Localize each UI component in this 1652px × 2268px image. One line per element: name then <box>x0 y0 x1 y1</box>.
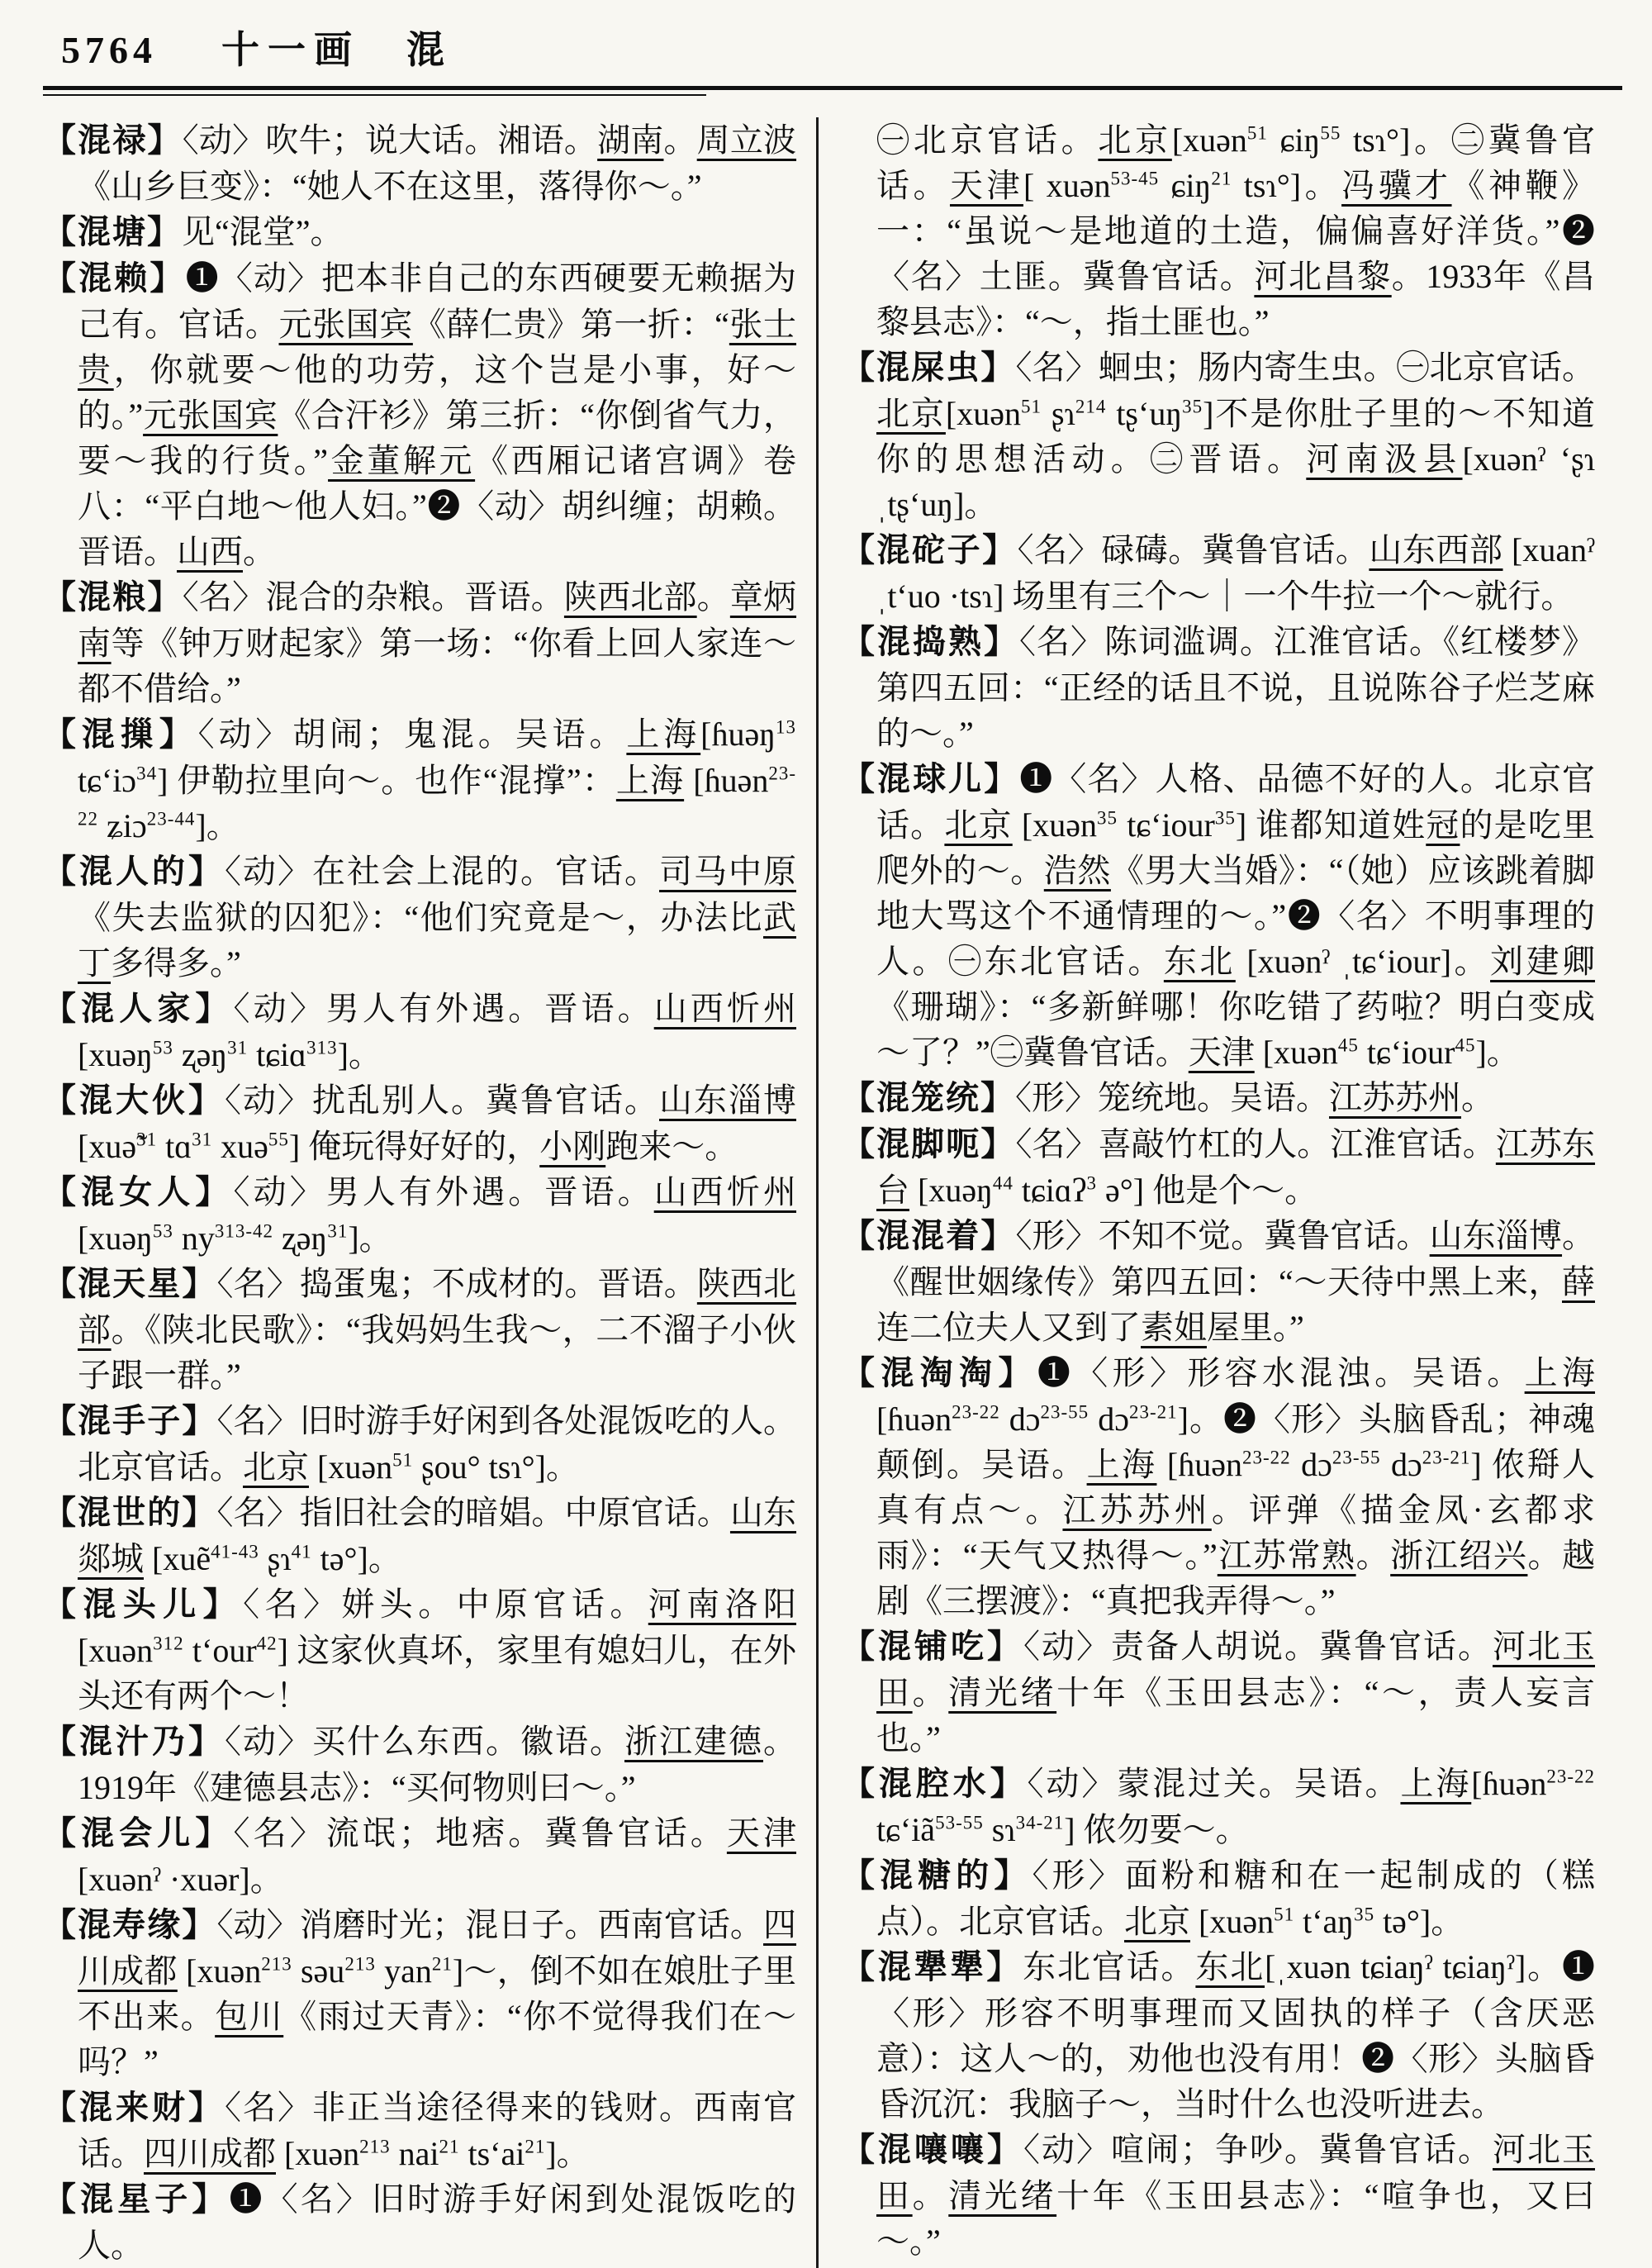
entry-body: 〈名〉喜敲竹杠的人。江淮官话。江苏东台 [xuəŋ$^{44}$ tɕiɑʔ$^3$ ə°] 他是个～。 <box>876 1125 1596 1209</box>
entry-headword: 【混捣熟】 <box>842 624 1019 660</box>
page-number: 5764 <box>61 29 157 71</box>
proper-noun-underline: 清光绪 <box>948 2177 1057 2214</box>
tone-number: 213 <box>261 1953 292 1975</box>
entry-headword: 【混淘淘】 <box>842 1355 1037 1391</box>
entry-headword: 【混铺吃】 <box>842 1628 1023 1665</box>
proper-noun-underline: 冯骥才 <box>1341 167 1452 204</box>
entry-headword: 【混赖】 <box>43 260 186 297</box>
tone-number: 35 <box>1214 807 1236 829</box>
tone-number: 21 <box>439 2136 460 2157</box>
proper-noun-underline: 北京 <box>1098 121 1172 159</box>
tone-number: 13 <box>776 716 797 738</box>
proper-noun-underline: 浩然 <box>1043 852 1111 889</box>
entry-body: 〈动〉男人有外遇。晋语。山西忻州 [xuəŋ$^{53}$ ʐəŋ$^{31}$ tɕiɑ$^{313}$]。 <box>78 990 797 1073</box>
dict-entry <box>842 345 1595 527</box>
entry-headword: 【混大伙】 <box>43 1082 225 1119</box>
dict-entry <box>43 986 796 1077</box>
entry-body: 〈名〉非正当途径得来的钱财。西南官话。四川成都 [xuən$^{213}$ nai$^{21}$ tsʻai$^{21}$]。 <box>78 2089 796 2172</box>
entry-headword: 【混汁乃】 <box>43 1724 225 1760</box>
dict-entry <box>43 1077 796 1169</box>
dict-entry <box>842 756 1595 1075</box>
tone-number: 23-55 <box>1040 1401 1089 1423</box>
proper-noun-underline: 浙江建德 <box>624 1723 763 1760</box>
proper-noun-underline: 浙江绍兴 <box>1390 1537 1528 1574</box>
two-column-text <box>43 117 1622 2268</box>
entry-headword: 【混人的】 <box>43 853 225 890</box>
entry-body: 〈形〉面粉和糖和在一起制成的（糕点）。北京官话。北京 [xuən$^{51}$ tʻaŋ$^{35}$ tə°]。 <box>876 1857 1595 1940</box>
tone-number: 31 <box>227 1037 249 1058</box>
dict-entry <box>43 574 796 711</box>
tone-number: 23-22 <box>78 763 797 830</box>
tone-number: 34 <box>136 763 158 784</box>
tone-number: 51 <box>392 1449 414 1471</box>
entry-headword: 【混头儿】 <box>43 1586 244 1623</box>
tone-number: 23-21 <box>1422 1447 1471 1468</box>
entry-headword: 【混女人】 <box>43 1174 234 1210</box>
entry-headword: 【混摷】 <box>43 716 198 753</box>
entry-body: 〈名〉姘头。中原官话。河南洛阳[xuən$^{312}$ tʻour$^{42}$] 这家伙真坏，家里有媳妇儿，在外头还有两个～！ <box>78 1586 797 1714</box>
entry-body: 〈动〉买什么东西。徽语。浙江建德。1919年《建德县志》：“买何物则曰～。” <box>78 1723 796 1806</box>
proper-noun-underline: 河南汲县 <box>1306 440 1463 478</box>
proper-noun-underline: 山西忻州 <box>653 990 797 1027</box>
dict-entry <box>43 1169 796 1261</box>
entry-headword: 【混星子】 <box>43 2181 230 2218</box>
tone-number: 23-22 <box>952 1401 1000 1423</box>
proper-noun-underline: 包川 <box>215 1998 284 2035</box>
entry-body: 〈动〉在社会上混的。官话。司马中原《失去监狱的囚犯》：“他们究竟是～，办法比武丁多得多。” <box>78 853 796 982</box>
dict-entry <box>842 1213 1595 1350</box>
entry-headword: 【混糖的】 <box>842 1857 1032 1894</box>
entry-headword: 【混脚呃】 <box>842 1126 1016 1163</box>
proper-noun-underline: 山东淄博 <box>659 1082 796 1119</box>
entry-body: 〈名〉捣蛋鬼；不成材的。晋语。陕西北部。《陕北民歌》：“我妈妈生我～，二不溜子小伙子跟一群。” <box>78 1265 797 1394</box>
dict-entry <box>842 619 1595 756</box>
entry-headword: 【混世的】 <box>43 1495 217 1531</box>
entry-headword: 【混混着】 <box>842 1218 1016 1254</box>
entry-body: ㊀北京官话。北京[xuən$^{51}$ ɕiŋ$^{55}$ tsɿ°]。㊁冀鲁官话。天津[ xuən$^{53-45}$ ɕiŋ$^{21}$ tsɿ°]。冯骥才《神鞭》一：“虽说～是地道的土造，偏偏喜好洋货。”❷〈名〉土匪。冀鲁官话。河北昌黎。1933年《昌黎县志》：“～，指土匪也。” <box>876 121 1596 340</box>
dict-entry <box>43 1719 796 1810</box>
proper-noun-underline: 元张国宾 <box>143 397 278 434</box>
tone-number: 23-44 <box>146 808 196 830</box>
entry-headword: 【混屎虫】 <box>842 349 1016 386</box>
head-character: 混 <box>406 29 453 71</box>
tone-number: 53-55 <box>935 1812 984 1833</box>
proper-noun-underline: 清光绪 <box>948 1674 1057 1711</box>
entry-body: ❶〈动〉把本非自己的东西硬要无赖据为己有。官话。元张国宾《薛仁贵》第一折：“张士贵，你就要～他的功劳，这个岂是小事，好～的。”元张国宾《合汗衫》第三折：“你倒省气力，要～我的行货。”金董解元《西厢记诸宫调》卷八：“平白地～他人妇。”❷〈动〉胡纠缠；胡赖。晋语。山西。 <box>78 259 797 570</box>
entry-body: 〈形〉笼统地。吴语。江苏苏州。 <box>1015 1079 1494 1116</box>
dict-entry <box>43 1581 796 1719</box>
dict-entry <box>842 1121 1595 1213</box>
proper-noun-underline: 山东西部 <box>1369 531 1503 568</box>
tone-number: 34-21 <box>1015 1812 1065 1833</box>
tone-number: 3 <box>1086 1172 1098 1194</box>
proper-noun-underline: 天津 <box>1188 1034 1255 1071</box>
tone-number: 55 <box>268 1129 289 1150</box>
entry-headword: 【混禄】 <box>43 122 183 159</box>
tone-number: 313 <box>306 1037 338 1058</box>
proper-noun-underline: 上海 <box>1086 1446 1157 1483</box>
entry-headword: 【混塘】 <box>43 214 182 250</box>
entry-body: 〈动〉蒙混过关。吴语。上海[ɦuən$^{23-22}$ tɕʻiã$^{53-55}$ sɿ$^{34-21}$] 侬勿要～。 <box>876 1765 1596 1848</box>
entry-body: 〈动〉消磨时光；混日子。西南官话。四川成都 [xuən$^{213}$ səu$^{213}$ yan$^{21}$]～，倒不如在娘肚子里不出来。包川《雨过天青》：“你不觉得我们在～吗？” <box>78 1906 797 2080</box>
proper-noun-underline: 江苏东台 <box>876 1125 1596 1209</box>
proper-noun-underline: 上海 <box>626 716 701 753</box>
entry-body: 〈名〉混合的杂粮。晋语。陕西北部。章炳南等《钟万财起家》第一场：“你看上回人家连～都不借给。” <box>78 578 797 707</box>
dict-entry <box>43 1902 796 2085</box>
tone-number: 31 <box>192 1129 213 1150</box>
entry-headword: 【混来财】 <box>43 2090 225 2126</box>
proper-noun-underline: 四川成都 <box>78 1906 797 1990</box>
entry-body: 〈名〉旧时游手好闲到各处混饭吃的人。北京官话。北京 [xuən$^{51}$ ʂou° tsɿ°]。 <box>78 1402 797 1486</box>
tone-number: 313-42 <box>214 1220 274 1242</box>
entry-body: ❶〈名〉人格、品德不好的人。北京官话。北京 [xuən$^{35}$ tɕʻiour$^{35}$] 谁都知道姓冠的是吃里爬外的～。浩然《男大当婚》：“（她）应该跳着脚地大骂这个不通情理的～。”❷〈名〉不明事理的人。㊀东北官话。东北 [xuənˀ ˌtɕʻiour]。刘建卿《珊瑚》：“多新鲜哪！你吃错了药啦？明白变成～了？”㊁冀鲁官话。天津 [xuən$^{45}$ tɕʻiour$^{45}$]。 <box>876 760 1596 1071</box>
proper-noun-underline: 江苏苏州 <box>1329 1079 1461 1116</box>
proper-noun-underline: 金董解元 <box>328 442 476 479</box>
dict-entry <box>842 1350 1595 1624</box>
proper-noun-underline: 武丁 <box>78 899 796 982</box>
dict-entry <box>43 117 796 209</box>
tone-number: 213 <box>344 1953 376 1975</box>
entry-body: 〈动〉胡闹；鬼混。吴语。上海[ɦuəŋ$^{13}$ tɕʻiɔ$^{34}$] 伊勒拉里向～。也作“混撑”：上海 [ɦuən$^{23-22}$ ʑiɔ$^{23-44}$]。 <box>78 716 797 844</box>
entry-body: 东北官话。东北[ˌxuən tɕiaŋˀ tɕiaŋˀ]。❶〈形〉形容不明事理而又固执的样子（含厌恶意）：这人～的，劝他也没有用！❷〈形〉头脑昏昏沉沉：我脑子～，当时什么也没听进去。 <box>876 1948 1596 2123</box>
proper-noun-underline: 河北玉田 <box>876 1628 1595 1711</box>
dict-entry <box>842 527 1595 619</box>
tone-number: 41 <box>291 1541 312 1562</box>
dict-entry <box>842 2127 1595 2264</box>
tone-number: 23-22 <box>1241 1447 1291 1468</box>
proper-noun-underline: 素姐 <box>1141 1309 1207 1346</box>
entry-body: 〈名〉指旧社会的暗娼。中原官话。山东郯城 [xuẽ$^{41-43}$ ʂɿ$^{41}$ tə°]。 <box>78 1494 797 1577</box>
proper-noun-underline: 湖南 <box>597 121 664 159</box>
dict-entry <box>43 1490 796 1581</box>
entry-headword: 【混球儿】 <box>842 761 1020 797</box>
proper-noun-underline: 上海 <box>615 762 685 799</box>
dict-entry <box>842 1944 1595 2127</box>
tone-number: 53-45 <box>1110 168 1160 189</box>
proper-noun-underline: 周立波 <box>696 121 797 159</box>
proper-noun-underline: 陕西北部 <box>563 578 697 616</box>
entry-headword: 【混寿缘】 <box>43 1907 217 1943</box>
tone-number: 51 <box>1246 122 1268 144</box>
dict-entry <box>842 1852 1595 1944</box>
dict-entry <box>842 1624 1595 1761</box>
proper-noun-underline: 章炳南 <box>78 578 797 662</box>
dict-entry <box>43 1261 796 1398</box>
proper-noun-underline: 北京 <box>944 806 1013 844</box>
entry-headword: 【混粮】 <box>43 579 183 616</box>
tone-number: 31 <box>327 1220 349 1242</box>
tone-number: 35 <box>1354 1904 1375 1925</box>
proper-noun-underline: 东北 <box>1163 943 1236 980</box>
dict-entry <box>842 1075 1595 1121</box>
tone-number: 51 <box>1021 396 1042 417</box>
entry-headword: 【混腔水】 <box>842 1766 1028 1802</box>
proper-noun-underline: 北京 <box>1124 1903 1190 1940</box>
proper-noun-underline: 河南洛阳 <box>648 1586 797 1623</box>
header-rule <box>43 86 1622 90</box>
proper-noun-underline: 山东郯城 <box>78 1494 797 1577</box>
dict-entry-continuation <box>842 117 1595 345</box>
proper-noun-underline: 冠 <box>1426 806 1460 844</box>
proper-noun-underline: 山西 <box>177 533 243 570</box>
tone-number: 23-21 <box>1128 1401 1178 1423</box>
tone-number: 21 <box>1211 168 1232 189</box>
entry-headword: 【混嚷嚷】 <box>842 2132 1023 2168</box>
tone-number: 21 <box>525 2136 546 2157</box>
entry-body: 〈动〉男人有外遇。晋语。山西忻州 [xuəŋ$^{53}$ $ny^{313-42}$ ʐəŋ$^{31}$]。 <box>78 1173 797 1257</box>
tone-number: 53 <box>152 1220 173 1242</box>
proper-noun-underline: 山东淄博 <box>1429 1217 1563 1254</box>
proper-noun-underline: 小刚 <box>539 1128 606 1165</box>
entry-body: 〈名〉碌碡。冀鲁官话。山东西部 [xuanˀ ˌtʻuo ·tsɿ] 场里有三个～｜一个牛拉一个～就行。 <box>876 531 1596 615</box>
tone-number: 35 <box>1182 396 1203 417</box>
tone-number: 45 <box>1455 1034 1476 1056</box>
entry-body: 〈动〉喧闹；争吵。冀鲁官话。河北玉田。清光绪十年《玉田县志》：“喧争也，又曰～。” <box>876 2131 1596 2260</box>
entry-body: 见“混堂”。 <box>182 213 344 250</box>
dict-entry <box>43 849 796 986</box>
tone-number: 31 <box>136 1129 158 1150</box>
proper-noun-underline: 江苏常熟 <box>1217 1537 1356 1574</box>
proper-noun-underline: 司马中原 <box>659 853 796 890</box>
tone-number: 51 <box>1274 1904 1295 1925</box>
entry-body: 〈名〉陈词滥调。江淮官话。《红楼梦》第四五回：“正经的话且不说，且说陈谷子烂芝麻的～。” <box>876 623 1595 752</box>
entry-headword: 【混手子】 <box>43 1403 217 1439</box>
entry-body: ❶〈形〉形容水混浊。吴语。上海[ɦuən$^{23-22}$ dɔ$^{23-55}$ dɔ$^{23-21}$]。❷〈形〉头脑昏乱；神魂颠倒。吴语。上海 [ɦuən$^{23-22}$ dɔ$^{23-55}$ dɔ$^{23-21}$] 侬搿人真有点～。江苏苏州。评弹《描金凤·玄都求雨》：“天气又热得～。”江苏常熟。浙江绍兴。越剧《三摆渡》：“真把我弄得～。” <box>876 1354 1596 1619</box>
dict-entry <box>43 209 796 255</box>
entry-headword: 【混犟犟】 <box>842 1949 1023 1985</box>
entry-body: ❶〈名〉旧时游手好闲到处混饭吃的人。 <box>78 2180 796 2264</box>
entry-body: 〈动〉扰乱别人。冀鲁官话。山东淄博[xuə̃$^{31}$ tɑ$^{31}$ xuə$^{55}$] 俺玩得好好的，小刚跑来～。 <box>78 1082 796 1165</box>
proper-noun-underline: 刘建卿 <box>1490 943 1596 980</box>
tone-number: 55 <box>1320 122 1341 144</box>
tone-number: 23-55 <box>1332 1447 1381 1468</box>
dict-entry <box>43 711 796 849</box>
tone-number: 23-22 <box>1546 1766 1596 1787</box>
right-column <box>816 117 1595 2268</box>
tone-number: 45 <box>1337 1034 1359 1056</box>
entry-headword: 【混砣子】 <box>842 532 1018 568</box>
proper-noun-underline: 元张国宾 <box>278 306 413 343</box>
tone-number: 21 <box>431 1953 453 1975</box>
page-header <box>43 12 1622 86</box>
tone-number: 214 <box>1075 396 1107 417</box>
proper-noun-underline: 上海 <box>1400 1765 1472 1802</box>
proper-noun-underline: 上海 <box>1524 1354 1596 1391</box>
proper-noun-underline: 陕西北部 <box>78 1265 797 1348</box>
proper-noun-underline: 张士贵 <box>78 306 797 388</box>
left-column <box>43 117 816 2268</box>
dict-entry <box>43 1398 796 1490</box>
entry-headword: 【混笼统】 <box>842 1080 1015 1116</box>
tone-number: 312 <box>153 1633 184 1654</box>
tone-number: 35 <box>1097 807 1118 829</box>
tone-number: 53 <box>152 1037 173 1058</box>
proper-noun-underline: 北京 <box>243 1448 309 1486</box>
tone-number: 213 <box>359 2136 391 2157</box>
stroke-section-title <box>221 20 453 74</box>
entry-headword: 【混会儿】 <box>43 1815 234 1852</box>
proper-noun-underline: 天津 <box>949 167 1023 204</box>
stroke-count-label: 十一画 <box>221 29 360 71</box>
proper-noun-underline: 薛 <box>1562 1263 1595 1300</box>
proper-noun-underline: 四川成都 <box>144 2135 276 2172</box>
tone-number: 42 <box>256 1633 278 1654</box>
proper-noun-underline: 河北昌黎 <box>1254 258 1392 295</box>
header-rule-secondary <box>43 94 706 96</box>
dict-entry <box>43 2085 796 2176</box>
proper-noun-underline: 东北 <box>1195 1948 1265 1985</box>
entry-body: 〈名〉蛔虫；肠内寄生虫。㊀北京官话。北京[xuən$^{51}$ ʂɿ$^{214}$ tʂʻuŋ$^{35}$]不是你肚子里的～不知道你的思想活动。㊁晋语。河南汲县[xuənˀ ʻʂɿ ˌtʂʻuŋ]。 <box>876 349 1596 523</box>
dict-entry <box>842 1761 1595 1852</box>
proper-noun-underline: 天津 <box>726 1814 797 1852</box>
proper-noun-underline: 北京 <box>876 395 946 432</box>
tone-number: 44 <box>992 1172 1014 1194</box>
entry-body: 〈动〉责备人胡说。冀鲁官话。河北玉田。清光绪十年《玉田县志》：“～，责人妄言也。” <box>876 1628 1596 1757</box>
entry-body: 〈动〉吹牛；说大话。湘语。湖南。周立波《山乡巨变》：“她人不在这里，落得你～。” <box>78 121 797 205</box>
entry-body: 〈名〉流氓；地痞。冀鲁官话。天津 [xuənˀ ·xuər]。 <box>78 1814 797 1898</box>
dict-entry <box>43 1810 796 1902</box>
dict-entry <box>43 2176 796 2268</box>
entry-headword: 【混人家】 <box>43 991 234 1027</box>
proper-noun-underline: 山西忻州 <box>653 1173 797 1210</box>
proper-noun-underline: 河北玉田 <box>876 2131 1595 2214</box>
dict-entry <box>43 255 796 574</box>
entry-body: 〈形〉不知不觉。冀鲁官话。山东淄博。《醒世姻缘传》第四五回：“～天待中黑上来，薛连二位夫人又到了素姐屋里。” <box>876 1217 1596 1346</box>
tone-number: 41-43 <box>211 1541 259 1562</box>
entry-headword: 【混天星】 <box>43 1266 217 1302</box>
proper-noun-underline: 江苏苏州 <box>1062 1491 1212 1529</box>
